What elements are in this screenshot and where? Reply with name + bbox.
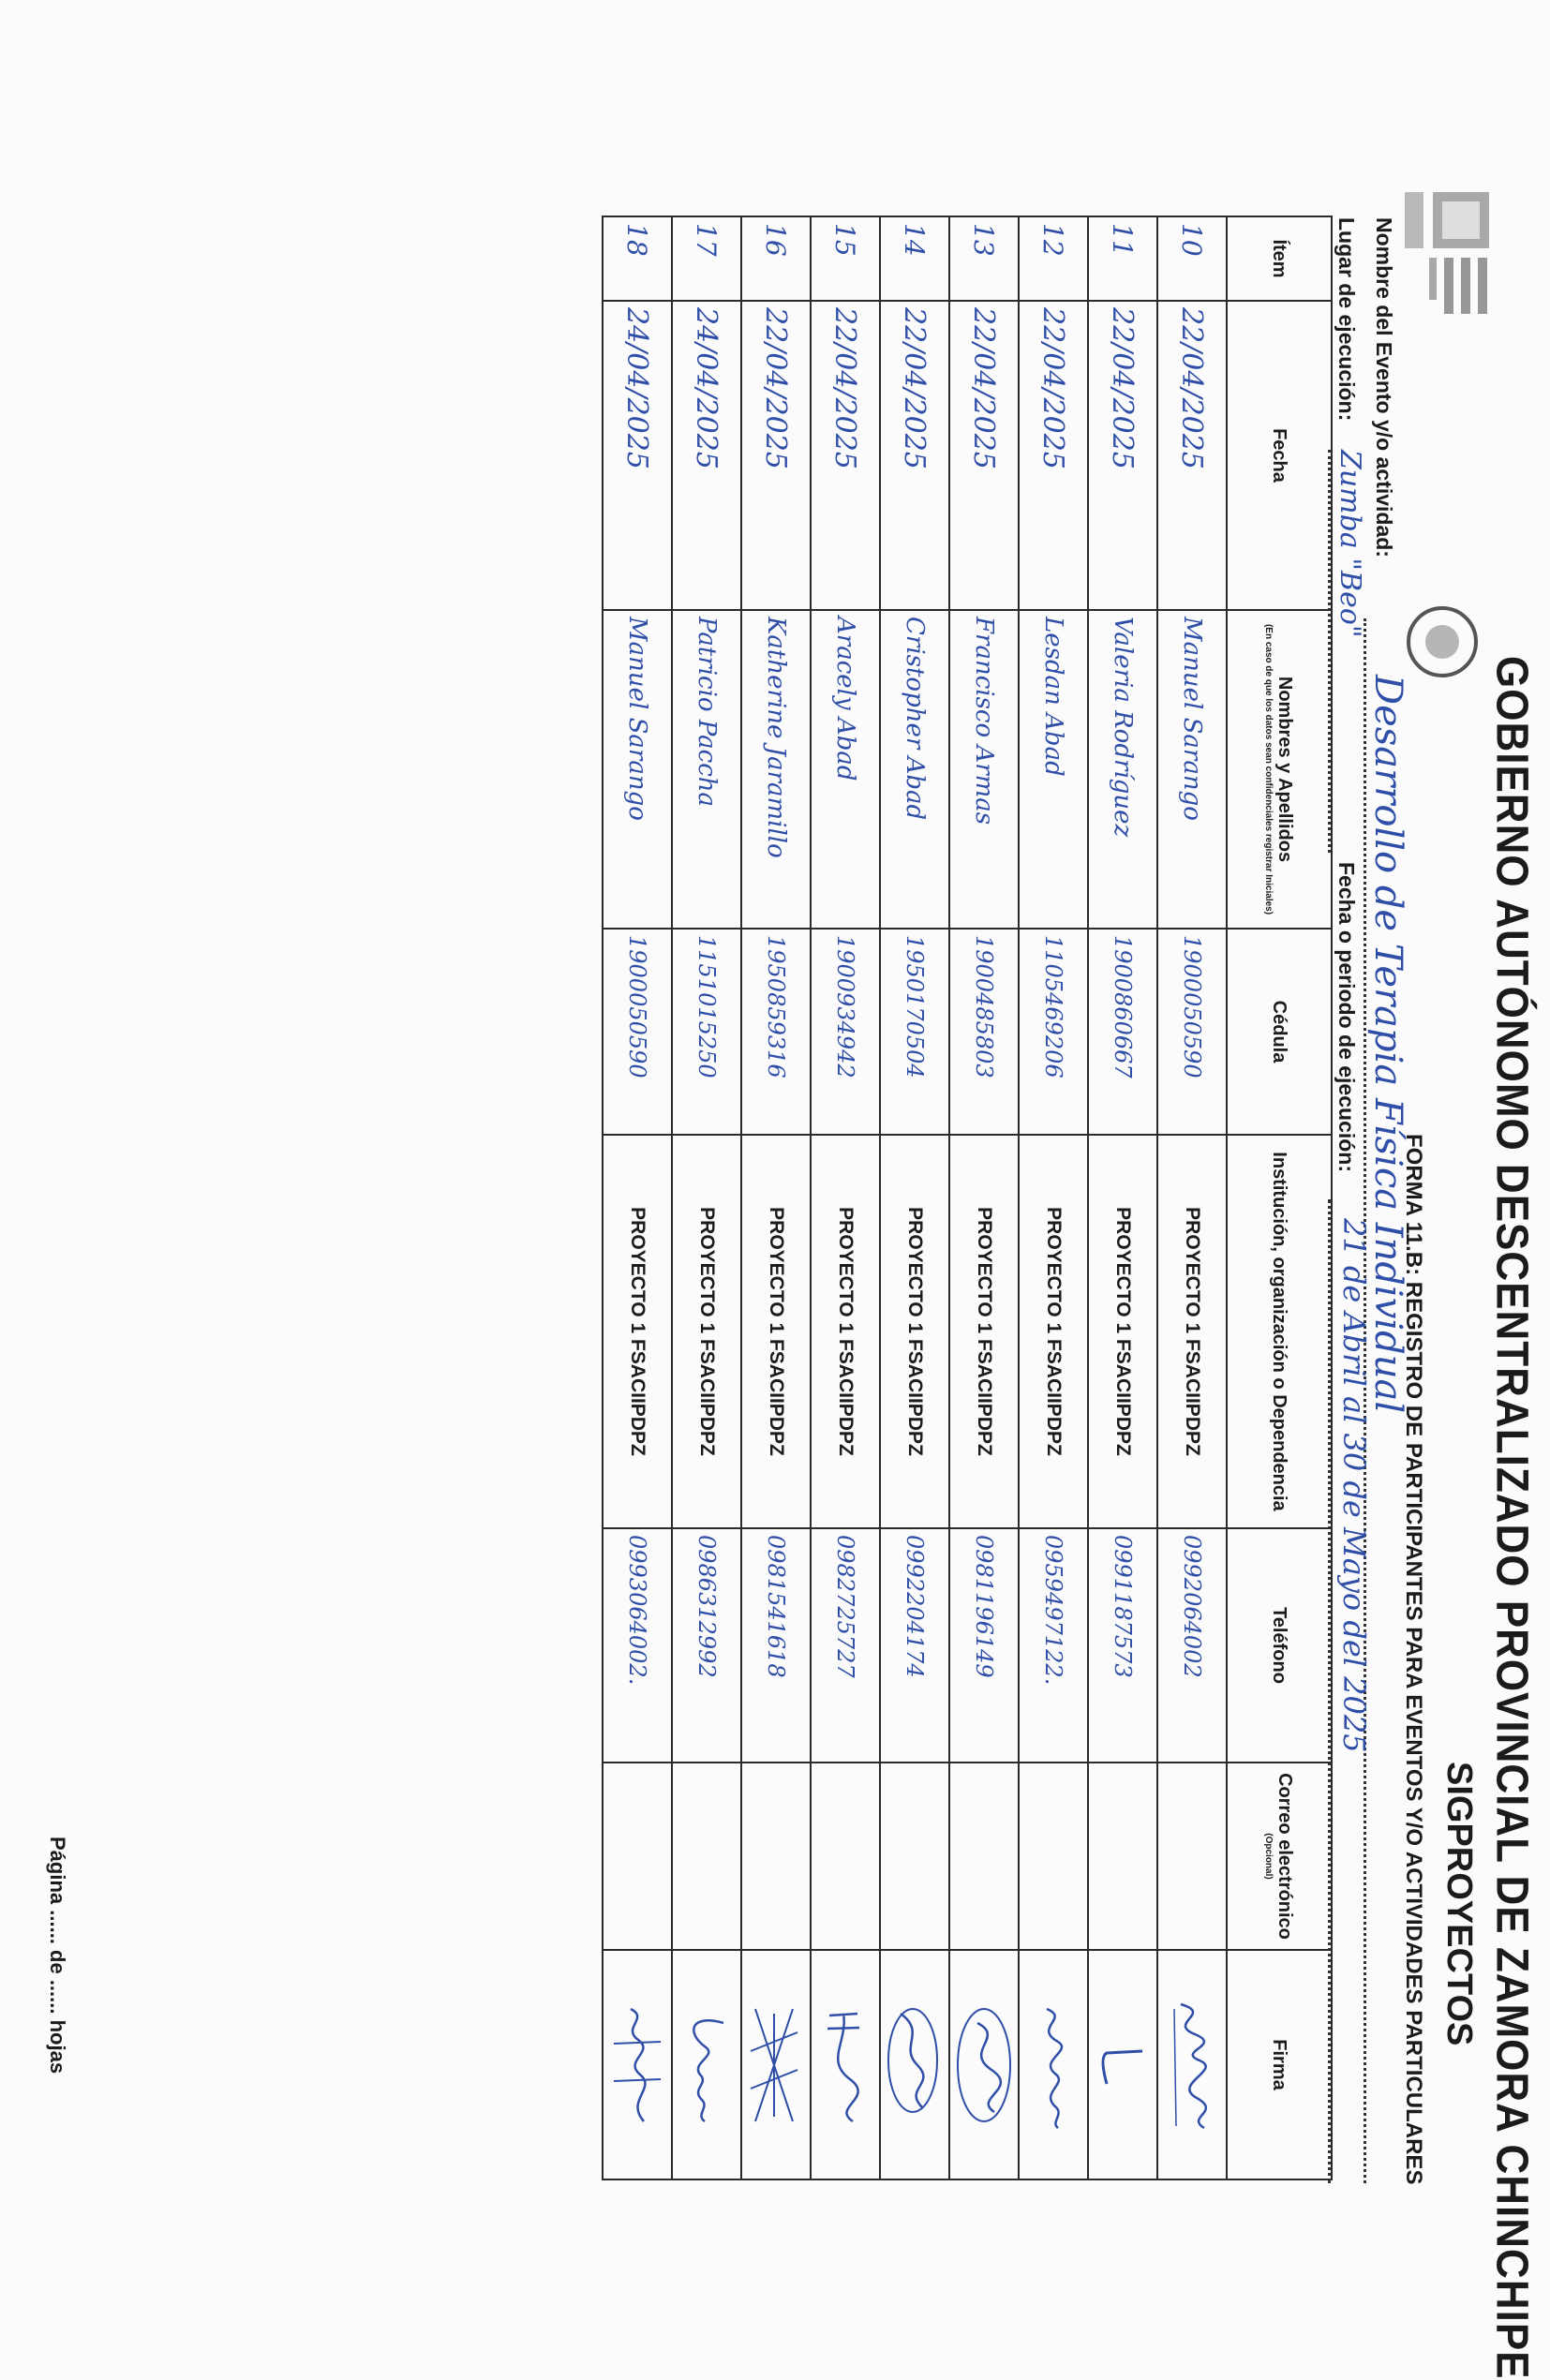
cell-firma bbox=[1019, 1950, 1088, 2179]
table-row bbox=[811, 216, 880, 2179]
cell-telefono: 0986312992 bbox=[672, 1528, 741, 1763]
cell-institucion: PROYECTO 1 FSACIIPDPZ bbox=[1157, 1135, 1227, 1528]
cell-item: 18 bbox=[603, 216, 672, 301]
location-value: Zumba "Beo" bbox=[1334, 450, 1366, 638]
cell-fecha: 22/04/2025 bbox=[880, 301, 949, 610]
cell-firma bbox=[603, 1950, 672, 2179]
cell-correo bbox=[1157, 1763, 1227, 1950]
cell-telefono: 0959497122. bbox=[1019, 1528, 1088, 1763]
cell-correo bbox=[949, 1763, 1019, 1950]
cell-institucion: PROYECTO 1 FSACIIPDPZ bbox=[1019, 1135, 1088, 1528]
cell-nombre: Manuel Sarango bbox=[1157, 610, 1227, 929]
cell-cedula: 1900050590 bbox=[603, 929, 672, 1135]
cell-firma bbox=[880, 1950, 949, 2179]
cell-cedula: 1950859316 bbox=[741, 929, 811, 1135]
cell-item: 11 bbox=[1088, 216, 1157, 301]
period-value: 21 de Abril al 30 de Mayo del 2025 bbox=[1336, 1218, 1372, 1753]
form-title: FORMA 11.B: REGISTRO DE PARTICIPANTES PARA EVENTOS Y/O ACTIVIDADES PARTICULARES bbox=[1401, 1134, 1426, 2185]
cell-institucion: PROYECTO 1 FSACIIPDPZ bbox=[880, 1135, 949, 1528]
cell-nombre: Cristopher Abad bbox=[880, 610, 949, 929]
cell-telefono: 0982725727 bbox=[811, 1528, 880, 1763]
signature-icon bbox=[814, 1995, 876, 2135]
signature-icon bbox=[884, 1995, 946, 2135]
signature-icon bbox=[606, 1995, 668, 2135]
cell-cedula: 1900485803 bbox=[949, 929, 1019, 1135]
signature-icon bbox=[1092, 1995, 1154, 2135]
cell-firma bbox=[741, 1950, 811, 2179]
cell-nombre: Lesdan Abad bbox=[1019, 610, 1088, 929]
signature-icon bbox=[1022, 1995, 1084, 2135]
cell-correo bbox=[672, 1763, 741, 1950]
participants-table bbox=[602, 216, 1333, 2180]
period-label: Fecha o periodo de ejecución: bbox=[1334, 862, 1359, 1173]
cell-fecha: 22/04/2025 bbox=[1157, 301, 1227, 610]
table-row bbox=[880, 216, 949, 2179]
cell-telefono: 0981196149 bbox=[949, 1528, 1019, 1763]
cell-firma bbox=[1157, 1950, 1227, 2179]
cell-telefono: 0992204174 bbox=[880, 1528, 949, 1763]
table-row bbox=[949, 216, 1019, 2179]
cell-item: 17 bbox=[672, 216, 741, 301]
cell-correo bbox=[1019, 1763, 1088, 1950]
table-row bbox=[603, 216, 672, 2179]
cell-correo bbox=[1088, 1763, 1157, 1950]
cell-cedula: 1900934942 bbox=[811, 929, 880, 1135]
cell-item: 15 bbox=[811, 216, 880, 301]
cell-fecha: 22/04/2025 bbox=[1019, 301, 1088, 610]
cell-fecha: 22/04/2025 bbox=[741, 301, 811, 610]
cell-correo bbox=[603, 1763, 672, 1950]
header-correo bbox=[1227, 1763, 1332, 1950]
cell-correo bbox=[811, 1763, 880, 1950]
signature-icon bbox=[676, 1995, 738, 2135]
header-institucion: Institución, organización o Dependencia bbox=[1227, 1135, 1332, 1528]
cell-firma bbox=[672, 1950, 741, 2179]
cell-fecha: 24/04/2025 bbox=[672, 301, 741, 610]
header-item: Ítem bbox=[1227, 216, 1332, 301]
table-row bbox=[741, 216, 811, 2179]
signature-icon bbox=[953, 1995, 1015, 2135]
cell-item: 16 bbox=[741, 216, 811, 301]
cell-institucion: PROYECTO 1 FSACIIPDPZ bbox=[741, 1135, 811, 1528]
header-nombres-label: Nombres y Apellidos bbox=[1274, 676, 1295, 863]
cell-fecha: 24/04/2025 bbox=[603, 301, 672, 610]
circular-seal-icon bbox=[1400, 600, 1484, 684]
signature-icon bbox=[745, 1995, 807, 2135]
signature-icon bbox=[1161, 1995, 1223, 2135]
cell-firma bbox=[949, 1950, 1019, 2179]
table-row bbox=[1019, 216, 1088, 2179]
location-label: Lugar de ejecución: bbox=[1334, 217, 1359, 422]
cell-correo bbox=[880, 1763, 949, 1950]
cell-cedula: 1900860667 bbox=[1088, 929, 1157, 1135]
cell-institucion: PROYECTO 1 FSACIIPDPZ bbox=[811, 1135, 880, 1528]
header-firma: Firma bbox=[1227, 1950, 1332, 2179]
table-row bbox=[1088, 216, 1157, 2179]
page-count-footer: Página ...... de ...... hojas bbox=[46, 1837, 69, 2075]
header-fecha: Fecha bbox=[1227, 301, 1332, 610]
cell-firma bbox=[811, 1950, 880, 2179]
cell-cedula: 1151015250 bbox=[672, 929, 741, 1135]
cell-institucion: PROYECTO 1 FSACIIPDPZ bbox=[1088, 1135, 1157, 1528]
cell-item: 14 bbox=[880, 216, 949, 301]
header-correo-note: (Opcional) bbox=[1263, 1833, 1274, 1880]
cell-firma bbox=[1088, 1950, 1157, 2179]
cell-telefono: 0992064002 bbox=[1157, 1528, 1227, 1763]
cell-item: 13 bbox=[949, 216, 1019, 301]
cell-cedula: 1105469206 bbox=[1019, 929, 1088, 1135]
cell-item: 12 bbox=[1019, 216, 1088, 301]
cell-correo bbox=[741, 1763, 811, 1950]
cell-institucion: PROYECTO 1 FSACIIPDPZ bbox=[603, 1135, 672, 1528]
cell-institucion: PROYECTO 1 FSACIIPDPZ bbox=[949, 1135, 1019, 1528]
header-cedula: Cédula bbox=[1227, 929, 1332, 1135]
cell-nombre: Patricio Paccha bbox=[672, 610, 741, 929]
table-row bbox=[672, 216, 741, 2179]
table-header-row bbox=[1227, 216, 1332, 2179]
system-title: SIGPROYECTOS bbox=[1439, 1762, 1479, 2046]
cell-nombre: Aracely Abad bbox=[811, 610, 880, 929]
event-name-label: Nombre del Evento y/o actividad: bbox=[1372, 217, 1396, 558]
cell-nombre: Francisco Armas bbox=[949, 610, 1019, 929]
table-row bbox=[1157, 216, 1227, 2179]
cell-nombre: Valeria Rodríguez bbox=[1088, 610, 1157, 929]
header-nombres bbox=[1227, 610, 1332, 929]
cell-fecha: 22/04/2025 bbox=[811, 301, 880, 610]
cell-institucion: PROYECTO 1 FSACIIPDPZ bbox=[672, 1135, 741, 1528]
cell-cedula: 1950170504 bbox=[880, 929, 949, 1135]
cell-cedula: 1900050590 bbox=[1157, 929, 1227, 1135]
cell-nombre: Katherine Jaramillo bbox=[741, 610, 811, 929]
cell-telefono: 0991187573 bbox=[1088, 1528, 1157, 1763]
header-telefono: Teléfono bbox=[1227, 1528, 1332, 1763]
cell-fecha: 22/04/2025 bbox=[949, 301, 1019, 610]
header-nombres-note: (En caso de que los datos sean confidenciales registrar Iniciales) bbox=[1263, 623, 1274, 915]
cell-telefono: 0981541618 bbox=[741, 1528, 811, 1763]
cell-nombre: Manuel Sarango bbox=[603, 610, 672, 929]
government-title: GOBIERNO AUTÓNOMO DESCENTRALIZADO PROVINCIAL DE ZAMORA CHINCHIPE bbox=[1486, 656, 1538, 2380]
header-correo-label: Correo electrónico bbox=[1274, 1773, 1295, 1940]
event-name-value: Desarrollo de Terapia Física Individual bbox=[1366, 675, 1409, 1414]
cell-item: 10 bbox=[1157, 216, 1227, 301]
cell-telefono: 0993064002. bbox=[603, 1528, 672, 1763]
cell-fecha: 22/04/2025 bbox=[1088, 301, 1157, 610]
